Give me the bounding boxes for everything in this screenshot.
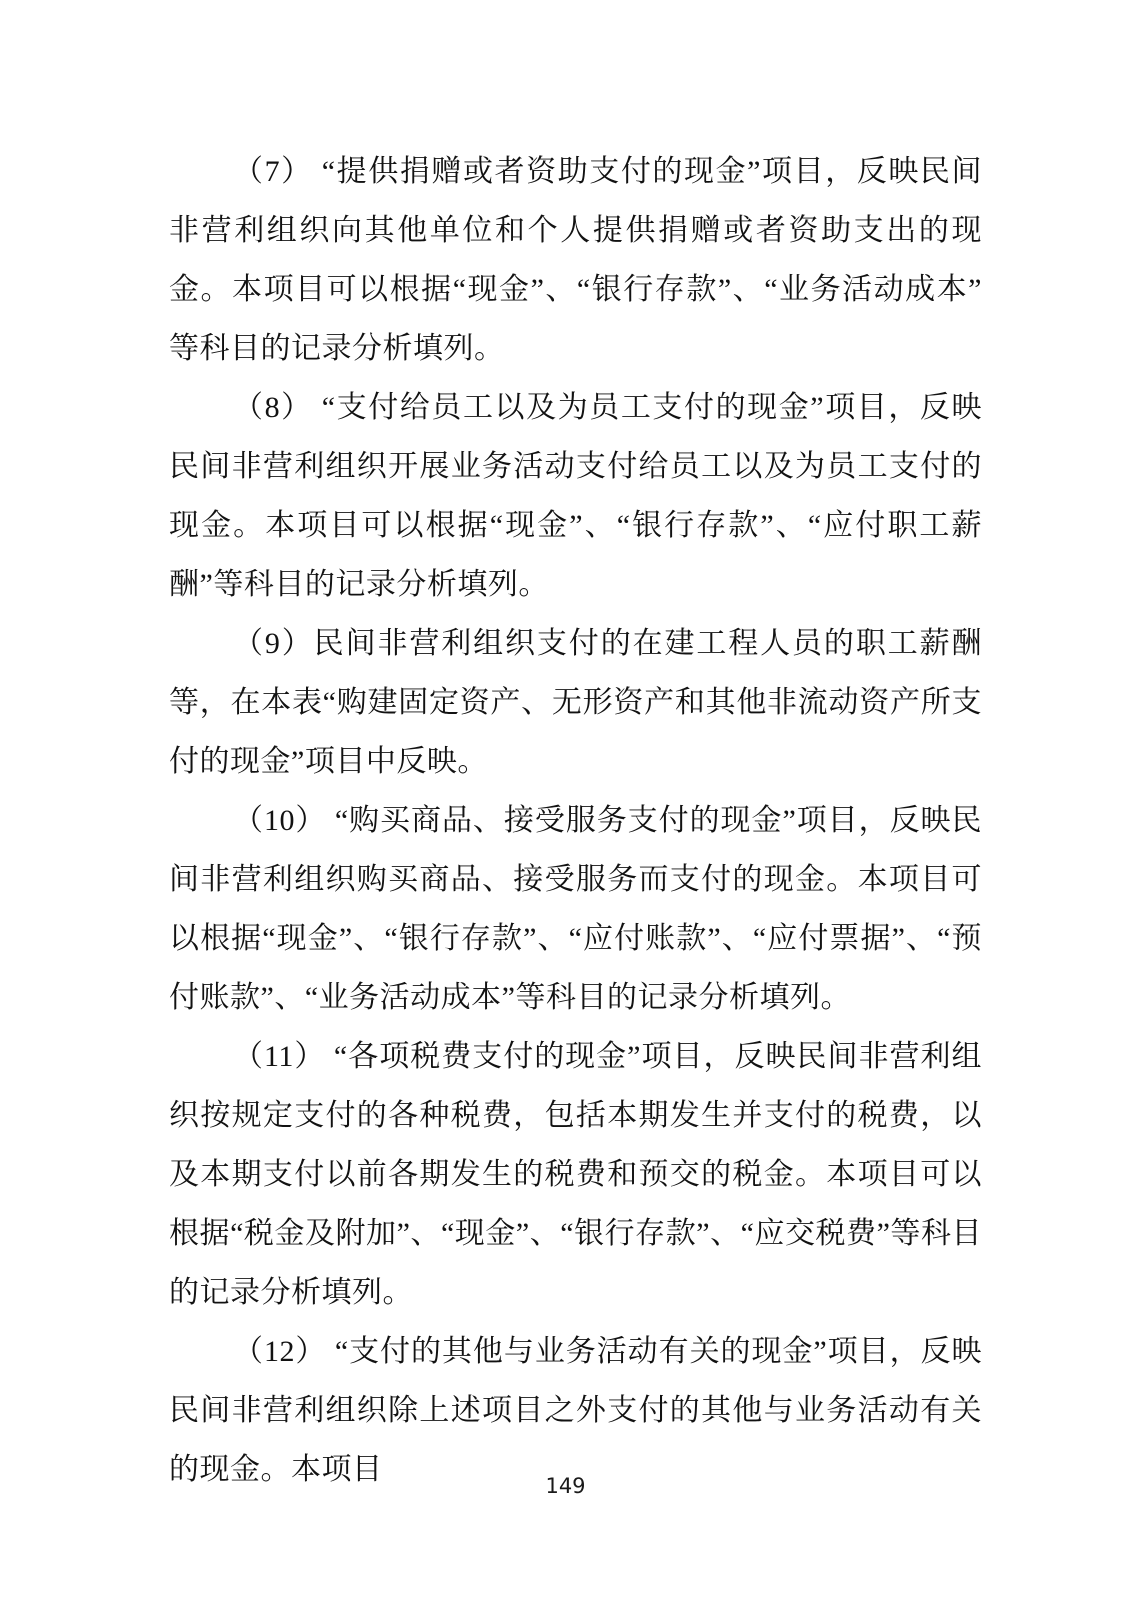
paragraph-item-8: （8） “支付给员工以及为员工支付的现金”项目，反映民间非营利组织开展业务活动支付给员工以及为员工支付的现金。本项目可以根据“现金”、“银行存款”、“应付职工薪酬”等科目的记录分析填列。 <box>169 391 982 601</box>
page-content <box>169 142 982 1499</box>
paragraph-item-10: （10） “购买商品、接受服务支付的现金”项目，反映民间非营利组织购买商品、接受服务而支付的现金。本项目可以根据“现金”、“银行存款”、“应付账款”、“应付票据”、“预付账款”、“业务活动成本”等科目的记录分析填列。 <box>169 804 982 1014</box>
page-number: 149 <box>545 1474 586 1498</box>
paragraph-item-9: （9）民间非营利组织支付的在建工程人员的职工薪酬等，在本表“购建固定资产、无形资产和其他非流动资产所支付的现金”项目中反映。 <box>169 627 982 778</box>
page-footer <box>0 1474 1131 1498</box>
paragraph-item-7: （7） “提供捐赠或者资助支付的现金”项目，反映民间非营利组织向其他单位和个人提供捐赠或者资助支出的现金。本项目可以根据“现金”、“银行存款”、“业务活动成本”等科目的记录分析填列。 <box>169 155 982 365</box>
paragraph-item-11: （11） “各项税费支付的现金”项目，反映民间非营利组织按规定支付的各种税费，包括本期发生并支付的税费，以及本期支付以前各期发生的税费和预交的税金。本项目可以根据“税金及附加”、“现金”、“银行存款”、“应交税费”等科目的记录分析填列。 <box>169 1040 982 1309</box>
paragraph-item-12: （12） “支付的其他与业务活动有关的现金”项目，反映民间非营利组织除上述项目之外支付的其他与业务活动有关的现金。本项目 <box>169 1335 982 1486</box>
